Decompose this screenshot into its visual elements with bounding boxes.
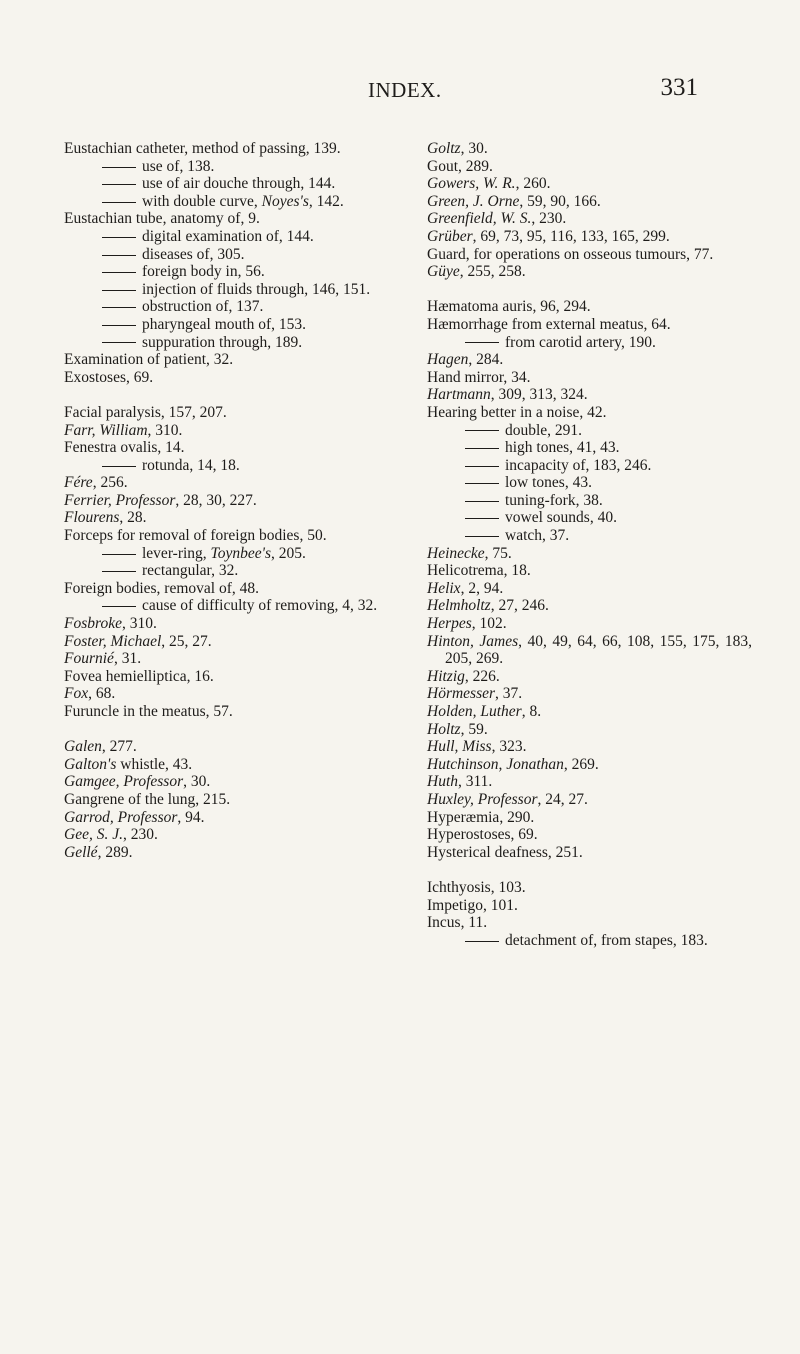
- entry-name-italic: Garrod, Professor: [64, 808, 178, 826]
- entry-name-italic: Flourens: [64, 509, 120, 527]
- index-subentry: [427, 932, 752, 950]
- index-entry: [64, 668, 384, 686]
- index-subentry: [427, 334, 752, 352]
- entry-text: Hyperostoses, 69.: [427, 826, 538, 844]
- entry-text: pharyngeal mouth of, 153.: [142, 315, 307, 333]
- index-entry: [427, 263, 752, 281]
- ditto-rule: [102, 255, 136, 256]
- ditto-rule: [102, 325, 136, 326]
- entry-name-italic: Noyes's: [261, 192, 309, 210]
- index-entry: [64, 351, 384, 369]
- index-subentry: [64, 457, 384, 475]
- index-entry: [427, 246, 752, 264]
- index-entry: [427, 140, 752, 158]
- index-subentry: [64, 228, 384, 246]
- entry-text: , 256.: [92, 474, 128, 492]
- entry-text: , 37.: [495, 685, 523, 703]
- entry-name-italic: Helmholtz: [427, 597, 491, 615]
- index-entry: [64, 826, 384, 844]
- entry-text: , 226.: [464, 667, 500, 685]
- entry-text: foreign body in, 56.: [142, 263, 265, 281]
- entry-text: , 69, 73, 95, 116, 133, 165, 299.: [472, 227, 670, 245]
- entry-name-italic: Heinecke: [427, 544, 485, 562]
- index-entry: [427, 351, 752, 369]
- entry-text: Eustachian tube, anatomy of, 9.: [64, 210, 260, 228]
- index-entry: [64, 650, 384, 668]
- entry-text: Exostoses, 69.: [64, 368, 154, 386]
- ditto-rule: [102, 342, 136, 343]
- index-entry: [427, 826, 752, 844]
- entry-text: , 311.: [458, 773, 493, 791]
- index-entry: [427, 809, 752, 827]
- entry-name-italic: Green, J. Orne: [427, 192, 520, 210]
- entry-name-italic: Goltz: [427, 140, 461, 157]
- index-subentry: [427, 509, 752, 527]
- index-entry: [64, 633, 384, 651]
- entry-text: Hyperæmia, 290.: [427, 808, 535, 826]
- index-entry: [427, 545, 752, 563]
- entry-text: , 30.: [460, 140, 488, 157]
- ditto-rule: [465, 448, 499, 449]
- index-entry: [427, 756, 752, 774]
- entry-name-italic: Güye: [427, 263, 460, 281]
- entry-text: , 284.: [468, 351, 504, 369]
- entry-text: injection of fluids through, 146, 151.: [142, 280, 371, 298]
- index-entry: [64, 791, 384, 809]
- entry-text: , 40, 49, 64, 66, 108, 155, 175, 183, 205, 269.: [445, 632, 753, 668]
- entry-text: from carotid artery, 190.: [505, 333, 656, 351]
- entry-text: , 269.: [563, 755, 599, 773]
- index-subentry: [64, 545, 384, 563]
- index-entry: [427, 685, 752, 703]
- entry-text: , 75.: [484, 544, 512, 562]
- ditto-rule: [102, 466, 136, 467]
- index-entry: [64, 404, 384, 422]
- ditto-rule: [465, 518, 499, 519]
- index-subentry: [64, 597, 384, 615]
- entry-text: Hearing better in a noise, 42.: [427, 403, 607, 421]
- entry-text: digital examination of, 144.: [142, 227, 314, 245]
- index-column-left: [64, 140, 384, 861]
- ditto-rule: [102, 307, 136, 308]
- index-entry: [64, 773, 384, 791]
- ditto-rule: [102, 167, 136, 168]
- entry-name-italic: Galen: [64, 738, 102, 756]
- entry-name-italic: Holden, Luther: [427, 703, 522, 720]
- running-title: INDEX.: [368, 78, 442, 102]
- index-subentry: [64, 246, 384, 264]
- entry-text: , 310.: [147, 421, 183, 439]
- index-entry: [427, 175, 752, 193]
- index-entry: [64, 738, 384, 756]
- entry-text: , 28, 30, 227.: [175, 491, 257, 509]
- entry-text: diseases of, 305.: [142, 245, 245, 263]
- entry-text: use of air douche through, 144.: [142, 175, 336, 193]
- entry-text: , 230.: [531, 210, 567, 228]
- entry-text: obstruction of, 137.: [142, 298, 264, 316]
- entry-text: Guard, for operations on osseous tumours, 77.: [427, 245, 714, 263]
- index-entry: [64, 492, 384, 510]
- entry-name-italic: Hinton, James: [427, 632, 519, 650]
- entry-text: cause of difficulty of removing, 4, 32.: [142, 597, 378, 615]
- section-gap: [64, 721, 384, 739]
- ditto-rule: [102, 202, 136, 203]
- entry-name-italic: Foster, Michael: [64, 632, 162, 650]
- entry-text: lever-ring,: [142, 544, 211, 562]
- entry-name-italic: Hörmesser: [427, 685, 496, 703]
- section-gap: [427, 281, 752, 299]
- index-subentry: [427, 492, 752, 510]
- entry-name-italic: Hitzig: [427, 667, 465, 685]
- entry-name-italic: Huxley, Professor: [427, 790, 538, 808]
- entry-text: , 30.: [183, 773, 211, 791]
- entry-text: Furuncle in the meatus, 57.: [64, 703, 233, 720]
- entry-name-italic: Gee, S. J.: [64, 826, 123, 844]
- entry-text: , 59.: [460, 720, 488, 738]
- entry-name-italic: Ferrier, Professor: [64, 491, 176, 509]
- entry-text: Forceps for removal of foreign bodies, 50.: [64, 527, 327, 545]
- index-entry: [427, 316, 752, 334]
- index-entry: [427, 210, 752, 228]
- entry-name-italic: Fosbroke: [64, 615, 122, 633]
- entry-text: , 323.: [491, 738, 527, 756]
- entry-text: Fenestra ovalis, 14.: [64, 439, 185, 457]
- entry-name-italic: Greenfield, W. S.: [427, 210, 532, 228]
- index-entry: [64, 527, 384, 545]
- entry-text: rotunda, 14, 18.: [142, 456, 240, 474]
- entry-name-italic: Toynbee's: [210, 544, 271, 562]
- entry-text: Incus, 11.: [427, 914, 488, 932]
- entry-text: , 142.: [308, 192, 344, 210]
- index-subentry: [64, 334, 384, 352]
- index-entry: [427, 193, 752, 211]
- index-entry: [427, 791, 752, 809]
- index-subentry: [427, 474, 752, 492]
- entry-name-italic: Galton's: [64, 755, 117, 773]
- ditto-rule: [465, 466, 499, 467]
- entry-text: incapacity of, 183, 246.: [505, 456, 652, 474]
- entry-text: Eustachian catheter, method of passing, 139.: [64, 140, 341, 157]
- page-header: [0, 74, 800, 118]
- entry-text: , 2, 94.: [460, 579, 504, 597]
- entry-text: with double curve,: [142, 192, 262, 210]
- entry-name-italic: Fox: [64, 685, 89, 703]
- ditto-rule: [102, 554, 136, 555]
- ditto-rule: [465, 483, 499, 484]
- entry-text: Gout, 289.: [427, 157, 493, 175]
- entry-text: Hand mirror, 34.: [427, 368, 531, 386]
- entry-text: , 255, 258.: [459, 263, 526, 281]
- entry-text: double, 291.: [505, 421, 583, 439]
- entry-text: , 102.: [471, 615, 507, 633]
- index-entry: [427, 386, 752, 404]
- index-entry: [427, 668, 752, 686]
- entry-text: watch, 37.: [505, 527, 570, 545]
- index-subentry: [427, 457, 752, 475]
- ditto-rule: [465, 941, 499, 942]
- index-entry: [427, 404, 752, 422]
- entry-text: , 260.: [515, 175, 551, 193]
- entry-text: whistle, 43.: [116, 755, 193, 773]
- entry-text: Ichthyosis, 103.: [427, 878, 526, 896]
- index-subentry: [427, 422, 752, 440]
- index-entry: [427, 773, 752, 791]
- index-entry: [427, 879, 752, 897]
- entry-text: , 28.: [119, 509, 147, 527]
- entry-text: Facial paralysis, 157, 207.: [64, 403, 227, 421]
- entry-name-italic: Helix: [427, 579, 461, 597]
- entry-name-italic: Huth: [427, 773, 458, 791]
- entry-text: , 8.: [521, 703, 542, 720]
- entry-text: suppuration through, 189.: [142, 333, 303, 351]
- index-entry: [427, 738, 752, 756]
- index-subentry: [64, 298, 384, 316]
- entry-name-italic: Fournié: [64, 650, 114, 668]
- entry-text: , 24, 27.: [537, 790, 588, 808]
- index-entry: [427, 721, 752, 739]
- index-subentry: [427, 527, 752, 545]
- entry-name-italic: Grüber: [427, 227, 473, 245]
- index-entry: [427, 633, 752, 668]
- entry-name-italic: Holtz: [427, 720, 461, 738]
- entry-name-italic: Gamgee, Professor: [64, 773, 184, 791]
- entry-text: Foreign bodies, removal of, 48.: [64, 579, 260, 597]
- entry-text: , 205.: [270, 544, 306, 562]
- index-entry: [64, 615, 384, 633]
- entry-text: tuning-fork, 38.: [505, 491, 603, 509]
- entry-text: high tones, 41, 43.: [505, 439, 620, 457]
- index-subentry: [64, 263, 384, 281]
- index-subentry: [64, 562, 384, 580]
- ditto-rule: [465, 342, 499, 343]
- entry-text: low tones, 43.: [505, 474, 592, 492]
- index-entry: [64, 369, 384, 387]
- index-entry: [64, 439, 384, 457]
- ditto-rule: [102, 272, 136, 273]
- index-subentry: [64, 193, 384, 211]
- index-entry: [64, 509, 384, 527]
- section-gap: [64, 386, 384, 404]
- index-entry: [64, 756, 384, 774]
- entry-text: , 94.: [177, 808, 205, 826]
- page-number: 331: [660, 74, 698, 101]
- entry-text: , 230.: [122, 826, 158, 844]
- entry-name-italic: Fére: [64, 474, 93, 492]
- entry-name-italic: Hagen: [427, 351, 469, 369]
- entry-text: , 27, 246.: [490, 597, 549, 615]
- index-entry: [427, 580, 752, 598]
- entry-text: Hæmatoma auris, 96, 294.: [427, 298, 591, 316]
- entry-text: detachment of, from stapes, 183.: [505, 931, 708, 949]
- entry-text: , 310.: [121, 615, 157, 633]
- ditto-rule: [102, 237, 136, 238]
- ditto-rule: [102, 184, 136, 185]
- entry-name-italic: Herpes: [427, 615, 472, 633]
- section-gap: [427, 861, 752, 879]
- entry-text: rectangular, 32.: [142, 562, 239, 580]
- index-subentry: [64, 175, 384, 193]
- ditto-rule: [465, 536, 499, 537]
- entry-name-italic: Hutchinson, Jonathan: [427, 755, 564, 773]
- entry-text: Fovea hemielliptica, 16.: [64, 667, 214, 685]
- index-entry: [64, 422, 384, 440]
- entry-text: Hysterical deafness, 251.: [427, 843, 583, 861]
- index-entry: [64, 703, 384, 721]
- ditto-rule: [102, 606, 136, 607]
- index-entry: [427, 158, 752, 176]
- index-entry: [427, 844, 752, 862]
- index-entry: [64, 474, 384, 492]
- index-entry: [427, 914, 752, 932]
- ditto-rule: [465, 501, 499, 502]
- entry-name-italic: Gowers, W. R.: [427, 175, 516, 193]
- index-entry: [427, 369, 752, 387]
- ditto-rule: [102, 290, 136, 291]
- index-entry: [427, 597, 752, 615]
- entry-name-italic: Farr, William: [64, 421, 148, 439]
- entry-name-italic: Gellé: [64, 843, 98, 861]
- entry-text: use of, 138.: [142, 157, 215, 175]
- index-subentry: [427, 439, 752, 457]
- entry-text: , 59, 90, 166.: [519, 192, 601, 210]
- index-entry: [64, 210, 384, 228]
- entry-text: Gangrene of the lung, 215.: [64, 790, 231, 808]
- ditto-rule: [465, 430, 499, 431]
- ditto-rule: [102, 571, 136, 572]
- index-entry: [64, 140, 384, 158]
- entry-text: , 277.: [101, 738, 137, 756]
- index-subentry: [64, 281, 384, 299]
- index-entry: [64, 580, 384, 598]
- entry-text: Helicotrema, 18.: [427, 562, 531, 580]
- index-subentry: [64, 158, 384, 176]
- entry-name-italic: Hull, Miss: [427, 738, 492, 756]
- index-entry: [64, 809, 384, 827]
- index-subentry: [64, 316, 384, 334]
- index-entry: [427, 897, 752, 915]
- entry-text: , 25, 27.: [161, 632, 212, 650]
- index-column-right: [427, 140, 752, 949]
- entry-text: , 31.: [113, 650, 142, 668]
- entry-name-italic: Hartmann: [427, 386, 491, 404]
- index-entry: [427, 228, 752, 246]
- entry-text: , 289.: [97, 843, 133, 861]
- entry-text: vowel sounds, 40.: [505, 509, 617, 527]
- entry-text: Impetigo, 101.: [427, 896, 518, 914]
- index-entry: [64, 844, 384, 862]
- index-entry: [64, 685, 384, 703]
- index-entry: [427, 298, 752, 316]
- index-entry: [427, 703, 752, 721]
- index-entry: [427, 615, 752, 633]
- entry-text: Hæmorrhage from external meatus, 64.: [427, 315, 671, 333]
- entry-text: , 68.: [88, 685, 116, 703]
- entry-text: Examination of patient, 32.: [64, 351, 234, 369]
- entry-text: , 309, 313, 324.: [490, 386, 588, 404]
- index-entry: [427, 562, 752, 580]
